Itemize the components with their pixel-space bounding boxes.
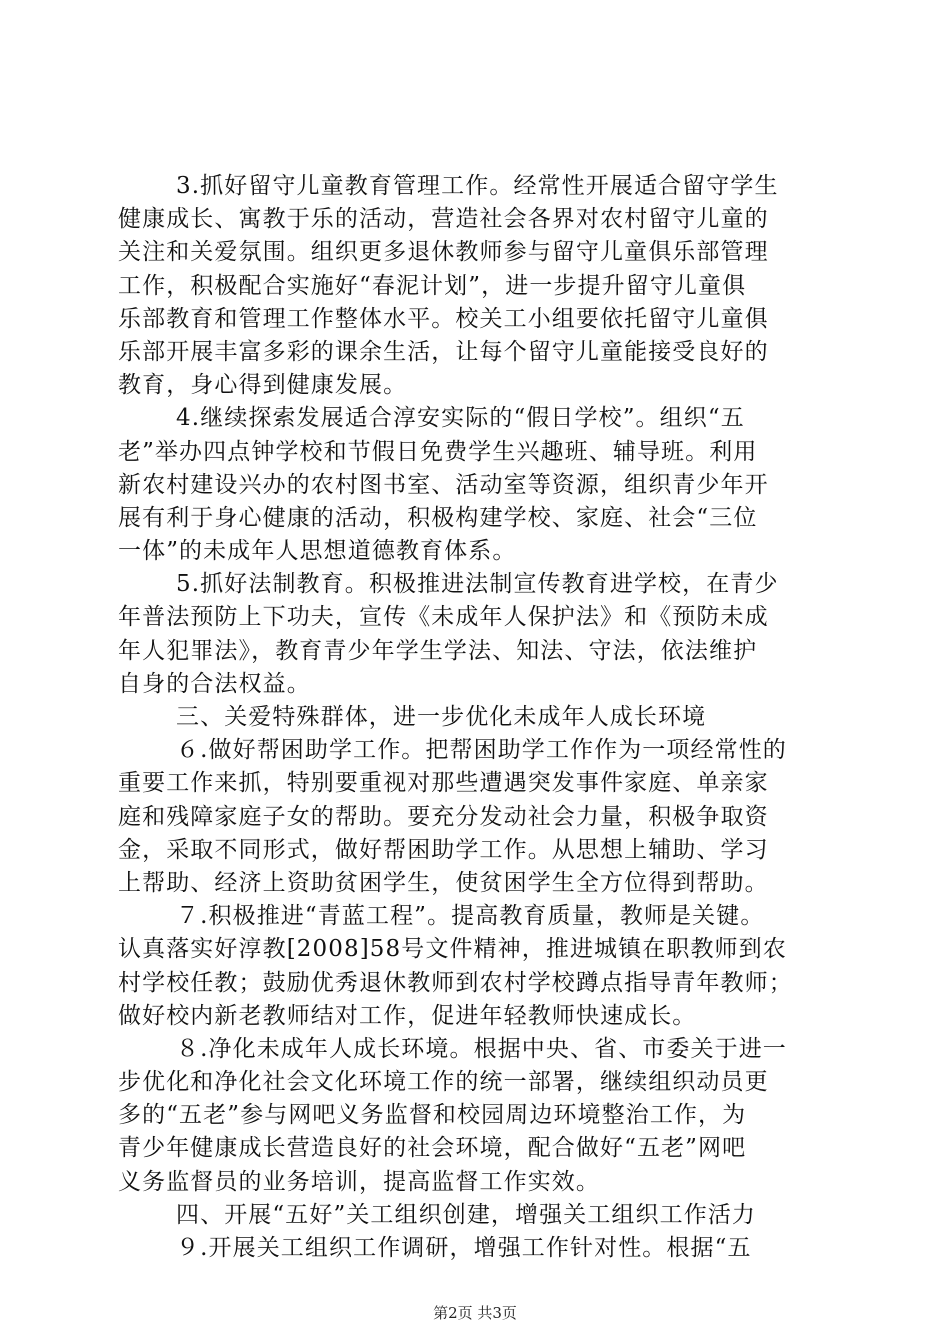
text-line: 金，采取不同形式，做好帮困助学工作。从思想上辅助、学习 — [118, 836, 769, 863]
page-footer: 第2页 共3页 — [433, 1304, 517, 1322]
text-line: 新农村建设兴办的农村图书室、活动室等资源，组织青少年开 — [118, 471, 769, 498]
text-line: ８.净化未成年人成长环境。根据中央、省、市委关于进一 — [176, 1035, 787, 1062]
text-line: 乐部开展丰富多彩的课余生活，让每个留守儿童能接受良好的 — [118, 338, 769, 365]
text-line: ６.做好帮困助学工作。把帮困助学工作作为一项经常性的 — [176, 737, 787, 764]
text-line: 5.抓好法制教育。积极推进法制宣传教育进学校，在青少 — [176, 571, 779, 598]
text-line: 庭和残障家庭子女的帮助。要充分发动社会力量，积极争取资 — [118, 803, 769, 830]
text-line: 3.抓好留守儿童教育管理工作。经常性开展适合留守学生 — [176, 173, 779, 199]
text-line: 自身的合法权益。 — [118, 670, 311, 697]
text-line: 年普法预防上下功夫，宣传《未成年人保护法》和《预防未成 — [118, 604, 769, 631]
text-line: 工作，积极配合实施好“春泥计划”，进一步提升留守儿童俱 — [118, 272, 747, 299]
text-line: 做好校内新老教师结对工作，促进年轻教师快速成长。 — [118, 1002, 697, 1029]
text-line: 村学校任教；鼓励优秀退休教师到农村学校蹲点指导青年教师； — [118, 969, 793, 996]
text-line: 义务监督员的业务培训，提高监督工作实效。 — [118, 1168, 600, 1195]
text-line: 一体”的未成年人思想道德教育体系。 — [118, 538, 517, 565]
text-line: 教育，身心得到健康发展。 — [118, 372, 408, 399]
text-line: 关注和关爱氛围。组织更多退休教师参与留守儿童俱乐部管理 — [118, 239, 769, 266]
text-line: 健康成长、寓教于乐的活动，营造社会各界对农村留守儿童的 — [118, 206, 769, 233]
text-line: 展有利于身心健康的活动，积极构建学校、家庭、社会“三位 — [118, 504, 758, 531]
text-line: 青少年健康成长营造良好的社会环境，配合做好“五老”网吧 — [118, 1135, 747, 1162]
text-line: ９.开展关工组织工作调研，增强工作针对性。根据“五 — [176, 1235, 752, 1261]
text-line: 上帮助、经济上资助贫困学生，使贫困学生全方位得到帮助。 — [118, 869, 769, 896]
text-line: 四、开展“五好”关工组织创建，增强关工组织工作活力 — [176, 1201, 757, 1228]
text-line: 老”举办四点钟学校和节假日免费学生兴趣班、辅导班。利用 — [118, 438, 758, 465]
text-line: 重要工作来抓，特别要重视对那些遭遇突发事件家庭、单亲家 — [118, 770, 769, 797]
text-line: 多的“五老”参与网吧义务监督和校园周边环境整治工作，为 — [118, 1102, 747, 1129]
text-line: 三、关爱特殊群体，进一步优化未成年人成长环境 — [176, 704, 707, 730]
text-line: 4.继续探索发展适合淳安实际的“假日学校”。组织“五 — [176, 405, 745, 432]
text-line: 乐部教育和管理工作整体水平。校关工小组要依托留守儿童俱 — [118, 305, 769, 332]
document-body — [118, 170, 838, 1265]
text-line: 年人犯罪法》，教育青少年学生学法、知法、守法，依法维护 — [118, 637, 758, 664]
text-line: 认真落实好淳教[2008]58号文件精神，推进城镇在职教师到农 — [118, 936, 787, 963]
text-line: 步优化和净化社会文化环境工作的统一部署，继续组织动员更 — [118, 1069, 769, 1096]
text-line: ７.积极推进“青蓝工程”。提高教育质量，教师是关键。 — [176, 903, 765, 930]
